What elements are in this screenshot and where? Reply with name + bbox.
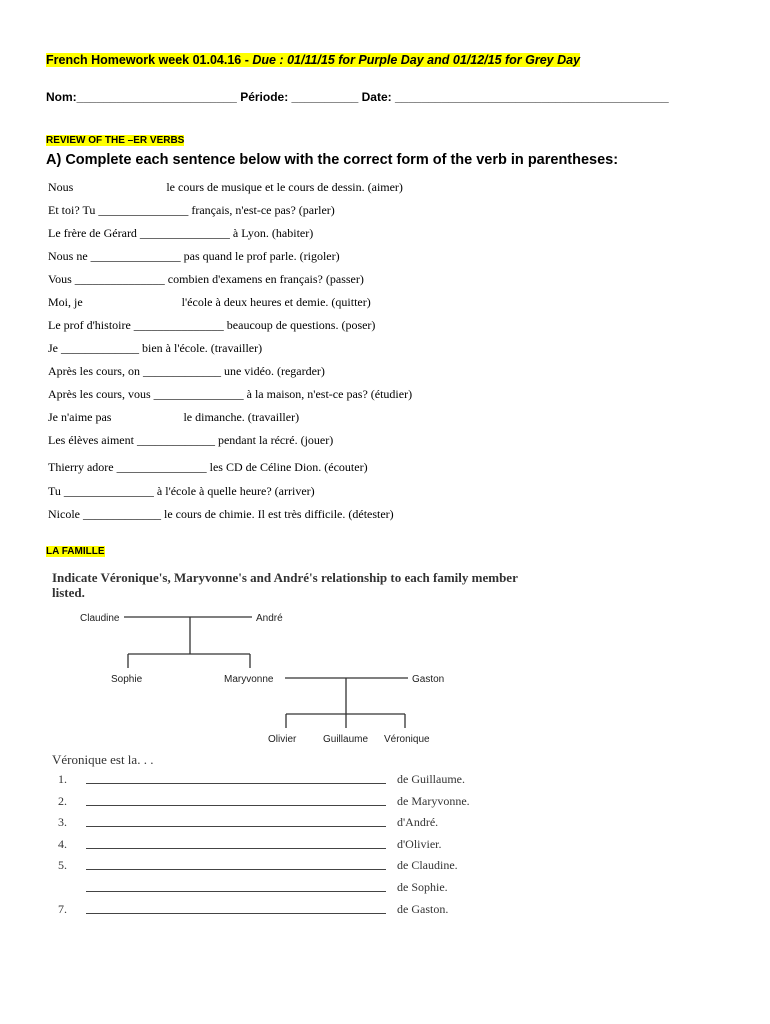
student-info-line bbox=[46, 90, 669, 104]
answer-line bbox=[86, 848, 386, 849]
relationship-prompt: Véronique est la. . . bbox=[52, 752, 154, 767]
exercise-sentence: Nous le cours de musique et le cours de dessin. (aimer) bbox=[48, 180, 403, 194]
date-blank: _________________________________________ bbox=[395, 90, 669, 104]
tree-andre: André bbox=[256, 613, 283, 624]
relationship-item bbox=[52, 858, 492, 876]
exercise-sentence: Nicole _____________ le cours de chimie. Il est très difficile. (détester) bbox=[48, 507, 394, 521]
nom-blank: ________________________ bbox=[76, 90, 237, 104]
item-target: de Maryvonne. bbox=[397, 794, 470, 808]
tree-sophie: Sophie bbox=[111, 674, 143, 685]
item-target: d'Olivier. bbox=[397, 837, 442, 851]
item-target: de Guillaume. bbox=[397, 772, 465, 786]
relationship-item bbox=[52, 772, 492, 790]
answer-line bbox=[86, 783, 386, 784]
item-target: de Sophie. bbox=[397, 880, 448, 894]
periode-blank: __________ bbox=[291, 90, 359, 104]
exercise-a-instruction: A) Complete each sentence below with the correct form of the verb in parentheses: bbox=[46, 152, 619, 168]
answer-line bbox=[86, 869, 386, 870]
item-number: 2. bbox=[58, 794, 67, 808]
exercise-sentence: Les élèves aiment _____________ pendant la récré. (jouer) bbox=[48, 433, 334, 447]
item-number: 3. bbox=[58, 815, 67, 829]
family-tree-diagram bbox=[0, 600, 770, 750]
relationship-item bbox=[52, 815, 492, 833]
relationship-item bbox=[52, 837, 492, 855]
relationship-item bbox=[52, 794, 492, 812]
exercise-sentence: Tu _______________ à l'école à quelle heure? (arriver) bbox=[48, 484, 315, 498]
date-label: Date: bbox=[361, 90, 392, 104]
answer-line bbox=[86, 805, 386, 806]
item-target: de Claudine. bbox=[397, 858, 458, 872]
item-number: 5. bbox=[58, 858, 67, 872]
exercise-sentence: Nous ne _______________ pas quand le prof parle. (rigoler) bbox=[48, 249, 340, 263]
exercise-sentence: Je n'aime pas le dimanche. (travailler) bbox=[48, 410, 300, 424]
exercise-sentence: Après les cours, vous _______________ à la maison, n'est-ce pas? (étudier) bbox=[48, 387, 413, 401]
periode-label: Période: bbox=[240, 90, 289, 104]
exercise-sentence: Vous _______________ combien d'examens en français? (passer) bbox=[48, 272, 364, 286]
title-due-date: Due : 01/11/15 for Purple Day and 01/12/15 for Grey Day bbox=[252, 53, 581, 67]
exercise-sentence: Après les cours, on _____________ une vidéo. (regarder) bbox=[48, 364, 325, 378]
la-famille-heading: LA FAMILLE bbox=[46, 546, 105, 557]
relationship-item bbox=[52, 880, 492, 898]
exercise-sentence: Je _____________ bien à l'école. (travailler) bbox=[48, 341, 263, 355]
tree-veronique: Véronique bbox=[384, 734, 430, 745]
homework-title bbox=[46, 53, 580, 67]
tree-olivier: Olivier bbox=[268, 734, 297, 745]
nom-label: Nom: bbox=[46, 90, 77, 104]
item-number: 7. bbox=[58, 902, 67, 916]
item-number: 1. bbox=[58, 772, 67, 786]
family-instruction: Indicate Véronique's, Maryvonne's and André's relationship to each family member listed. bbox=[52, 570, 518, 600]
tree-maryvonne: Maryvonne bbox=[224, 674, 274, 685]
item-target: de Gaston. bbox=[397, 902, 449, 916]
review-er-verbs-heading: REVIEW OF THE –ER VERBS bbox=[46, 135, 185, 146]
exercise-sentence: Le prof d'histoire _______________ beaucoup de questions. (poser) bbox=[48, 318, 376, 332]
exercise-sentence: Thierry adore _______________ les CD de Céline Dion. (écouter) bbox=[48, 460, 368, 474]
answer-line bbox=[86, 913, 386, 914]
exercise-sentence: Moi, je l'école à deux heures et demie. (quitter) bbox=[48, 295, 371, 309]
exercise-sentence: Et toi? Tu _______________ français, n'est-ce pas? (parler) bbox=[48, 203, 335, 217]
tree-gaston: Gaston bbox=[412, 674, 445, 685]
answer-line bbox=[86, 826, 386, 827]
item-number: 4. bbox=[58, 837, 67, 851]
tree-claudine: Claudine bbox=[80, 613, 120, 624]
tree-guillaume: Guillaume bbox=[323, 734, 369, 745]
answer-line bbox=[86, 891, 386, 892]
exercise-sentence: Le frère de Gérard _______________ à Lyon. (habiter) bbox=[48, 226, 314, 240]
title-main: French Homework week 01.04.16 - bbox=[46, 53, 253, 67]
relationship-item bbox=[52, 902, 492, 920]
item-target: d'André. bbox=[397, 815, 439, 829]
